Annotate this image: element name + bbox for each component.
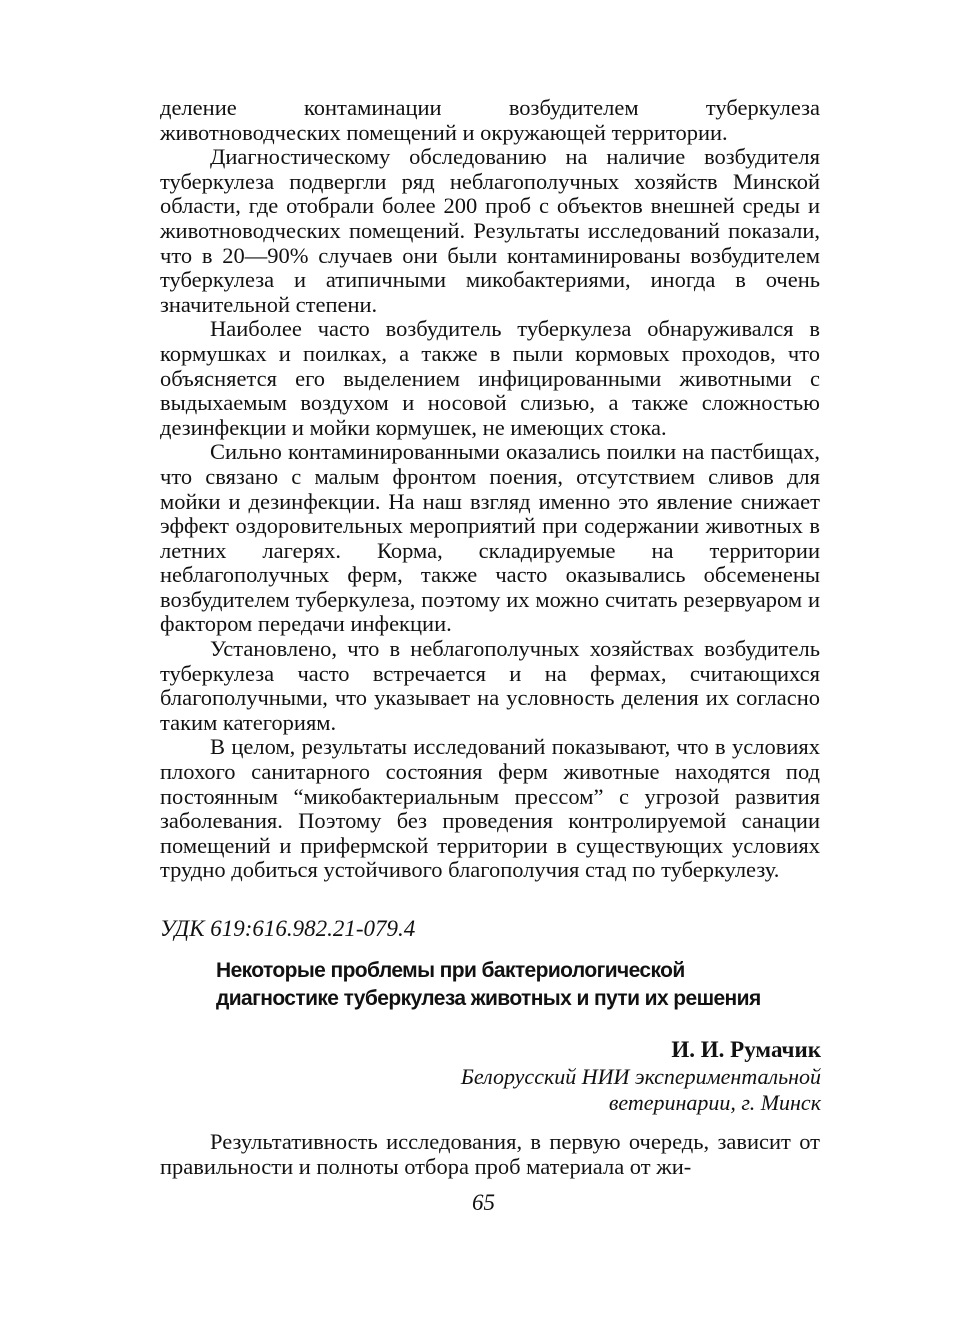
paragraph-diagnostic-survey: Диагностическому обследованию на наличие возбудителя туберкулеза подвергли ряд неблагополучных хозяйств Минской области, где отобрали более 200 проб с объектов внешней среды и животноводческих помещений. Результаты исследований показали, что в 20—90% случаев они были контаминированы возбудителем туберкулеза и атипичными микобактериями, иногда в очень значительной степени. [160,144,820,317]
paragraph-feeders-drinkers: Наиболее часто возбудитель туберкулеза обнаруживался в кормушках и поилках, а также в пыли кормовых проходов, что объясняется его выделением инфицированными животными с выдыхаемым воздухом и носовой слизью, а также сложностью дезинфекции и мойки кормушек, не имеющих стока. [160,316,820,440]
article-title [216,957,826,1013]
paragraph-established: Установлено, что в неблагополучных хозяйствах возбудитель туберкулеза часто встречается и на фермах, считающихся благополучными, что указывает на условность деления их согласно таким категориям. [160,636,820,735]
paragraph-continuation: деление контаминации возбудителем туберкулеза животноводческих помещений и окружающей территории. [160,95,820,145]
article-title-line-2: диагностике туберкулеза животных и пути их решения [216,987,761,1010]
author-name: И. И. Румачик [671,1037,821,1062]
article-title-line-1: Некоторые проблемы при бактериологической [216,959,685,982]
paragraph-pasture-drinkers: Сильно контаминированными оказались поилки на пастбищах, что связано с малым фронтом поения, отсутствием сливов для мойки и дезинфекции. На наш взгляд именно это явление снижает эффект оздоровительных мероприятий при содержании животных в летних лагерях. Корма, складируемые на территории неблагополучных ферм, также часто оказывались обсеменены возбудителем туберкулеза, поэтому их можно считать резервуаром и фактором передачи инфекции. [160,439,820,637]
affiliation-line-1: Белорусский НИИ экспериментальной [460,1064,821,1089]
paragraph-intro: Результативность исследования, в первую очередь, зависит от правильности и полноты отбора проб материала от жи- [160,1129,820,1179]
paragraph-conclusion: В целом, результаты исследований показывают, что в условиях плохого санитарного состояния ферм животные находятся под постоянным “микобактериальным прессом” с угрозой развития заболевания. Поэтому без проведения контролируемой санации помещений и прифермской территории в существующих условиях трудно добиться устойчивого благополучия стад по туберкулезу. [160,734,820,883]
previous-article-body [160,96,820,883]
page-number: 65 [472,1190,495,1215]
udk-code: УДК 619:616.982.21-079.4 [160,916,416,941]
affiliation-line-2: ветеринарии, г. Минск [608,1090,821,1115]
author-block [321,1036,821,1116]
new-article-body [160,1129,820,1179]
